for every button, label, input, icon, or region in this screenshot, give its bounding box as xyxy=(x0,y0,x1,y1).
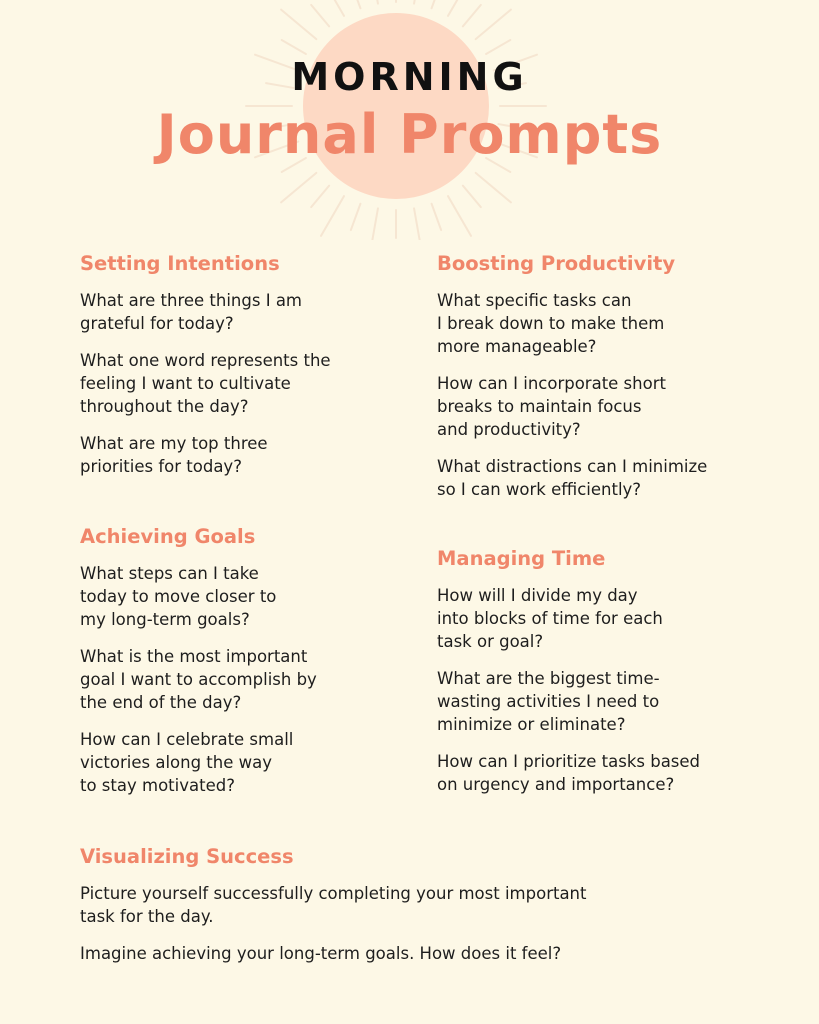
prompt-text: What are my top three priorities for today? xyxy=(80,434,268,476)
sun-ray xyxy=(351,204,361,230)
prompt-text: What specific tasks can I break down to make them more manageable? xyxy=(437,291,665,356)
sun-ray xyxy=(321,0,344,16)
prompt-text: What are the biggest time- wasting activities I need to minimize or eliminate? xyxy=(437,669,660,734)
sun-ray xyxy=(282,40,306,54)
sun-ray xyxy=(281,10,316,40)
section-heading: Setting Intentions xyxy=(80,252,280,275)
sun-ray xyxy=(448,196,471,236)
prompt-text: How can I incorporate short breaks to maintain focus and productivity? xyxy=(437,374,666,439)
prompt-text: Imagine achieving your long-term goals. How does it feel? xyxy=(80,944,562,963)
prompt-text: What steps can I take today to move closer to my long-term goals? xyxy=(80,564,277,629)
section-heading: Managing Time xyxy=(437,547,606,570)
sun-ray xyxy=(414,0,422,4)
prompt-text: What are three things I am grateful for today? xyxy=(80,291,303,333)
section-heading: Boosting Productivity xyxy=(437,252,676,275)
title-morning: MORNING xyxy=(291,55,528,99)
sun-ray xyxy=(351,0,361,8)
sun-ray xyxy=(414,208,422,240)
prompt-text: What distractions can I minimize so I can work efficiently? xyxy=(437,457,708,499)
sun-ray xyxy=(311,5,329,26)
sun-ray xyxy=(311,186,329,207)
prompt-text: Picture yourself successfully completing your most important task for the day. xyxy=(80,884,587,926)
section-achieving-goals xyxy=(80,524,400,797)
section-boosting-productivity xyxy=(437,251,777,501)
sun-ray xyxy=(370,208,378,240)
title-journal-prompts: Journal Prompts xyxy=(156,103,663,166)
sun-ray xyxy=(432,204,442,230)
prompt-text: What one word represents the feeling I want to cultivate throughout the day? xyxy=(80,351,331,416)
prompt-text: How will I divide my day into blocks of time for each task or goal? xyxy=(437,586,663,651)
section-setting-intentions xyxy=(80,251,400,478)
section-heading: Achieving Goals xyxy=(80,525,256,548)
prompt-text: How can I prioritize tasks based on urgency and importance? xyxy=(437,752,701,794)
sun-ray xyxy=(476,173,511,203)
sun-ray xyxy=(486,40,510,54)
sun-ray xyxy=(321,196,344,236)
sun-ray xyxy=(281,173,316,203)
prompt-text: How can I celebrate small victories along the way to stay motivated? xyxy=(80,730,294,795)
sun-ray xyxy=(463,5,481,26)
prompt-text: What is the most important goal I want to accomplish by the end of the day? xyxy=(80,647,317,712)
sun-ray xyxy=(370,0,378,4)
sun-ray xyxy=(476,10,511,40)
sun-ray xyxy=(448,0,471,16)
sun-ray xyxy=(432,0,442,8)
section-visualizing-success xyxy=(80,844,760,965)
sun-ray xyxy=(463,186,481,207)
section-managing-time xyxy=(437,546,777,796)
section-heading: Visualizing Success xyxy=(80,845,294,868)
